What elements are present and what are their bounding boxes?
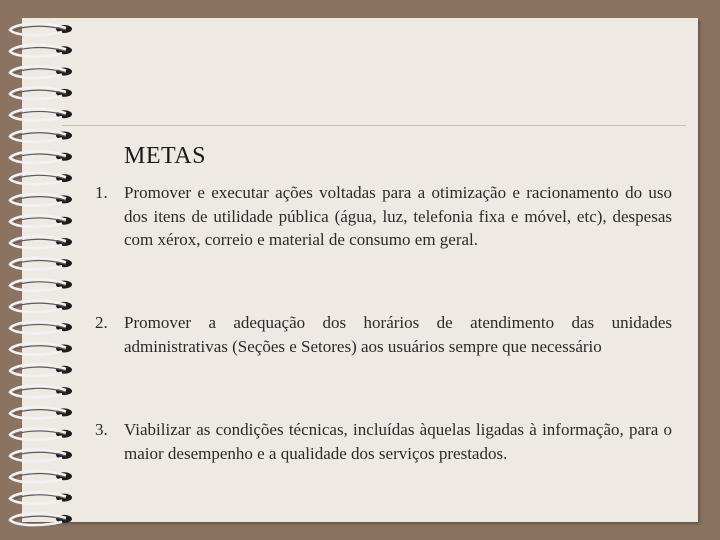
item-text: Viabilizar as condições técnicas, incluídas àquelas ligadas à informação, para o maior desempenho e a qualidade dos serviços prestados. — [124, 420, 672, 463]
item-number: 1. — [95, 183, 108, 202]
item-number: 3. — [95, 420, 108, 439]
item-number: 2. — [95, 313, 108, 332]
title-divider — [62, 125, 686, 126]
item-text: Promover e executar ações voltadas para a otimização e racionamento do uso dos itens de utilidade pública (água, luz, telefonia fixa e móvel, etc), despesas com xérox, correio e material de consumo em geral. — [124, 183, 672, 249]
page-title: METAS — [124, 143, 206, 169]
item-text: Promover a adequação dos horários de atendimento das unidades administrativas (Seções e Setores) aos usuários sempre que necessário — [124, 313, 672, 356]
